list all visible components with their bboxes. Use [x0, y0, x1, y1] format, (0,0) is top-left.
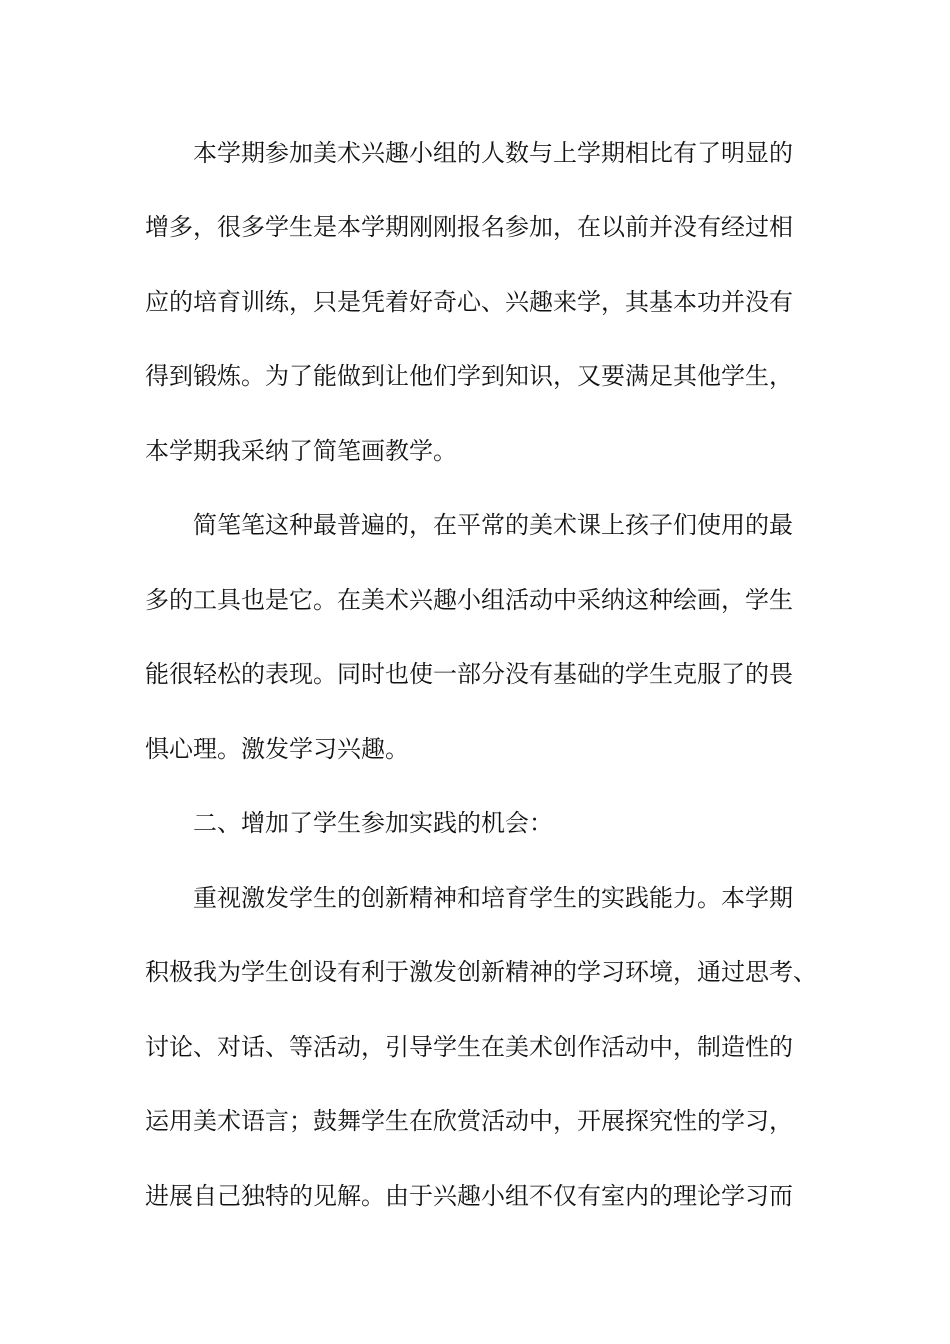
paragraph-1-line-2: 增多，很多学生是本学期刚刚报名参加，在以前并没有经过相	[145, 213, 793, 241]
section-heading: 二、增加了学生参加实践的机会：	[193, 809, 553, 837]
paragraph-1-line-5: 本学期我采纳了简笔画教学。	[145, 437, 457, 465]
paragraph-2-line-3: 能很轻松的表现。同时也使一部分没有基础的学生克服了的畏	[145, 660, 793, 688]
paragraph-3-line-5: 进展自己独特的见解。由于兴趣小组不仅有室内的理论学习而	[145, 1182, 793, 1210]
paragraph-1-line-4: 得到锻炼。为了能做到让他们学到知识，又要满足其他学生，	[145, 362, 793, 390]
paragraph-3-line-2: 积极我为学生创设有利于激发创新精神的学习环境，通过思考、	[145, 958, 817, 986]
paragraph-1-line-1: 本学期参加美术兴趣小组的人数与上学期相比有了明显的	[193, 139, 793, 167]
paragraph-2-line-1: 简笔笔这种最普遍的，在平常的美术课上孩子们使用的最	[193, 511, 793, 539]
paragraph-2-line-4: 惧心理。激发学习兴趣。	[145, 735, 409, 763]
paragraph-2-line-2: 多的工具也是它。在美术兴趣小组活动中采纳这种绘画，学生	[145, 586, 793, 614]
paragraph-3-line-4: 运用美术语言；鼓舞学生在欣赏活动中，开展探究性的学习，	[145, 1107, 793, 1135]
paragraph-3-line-1: 重视激发学生的创新精神和培育学生的实践能力。本学期	[193, 884, 793, 912]
paragraph-3-line-3: 讨论、对话、等活动，引导学生在美术创作活动中，制造性的	[145, 1033, 793, 1061]
paragraph-1-line-3: 应的培育训练，只是凭着好奇心、兴趣来学，其基本功并没有	[145, 288, 793, 316]
